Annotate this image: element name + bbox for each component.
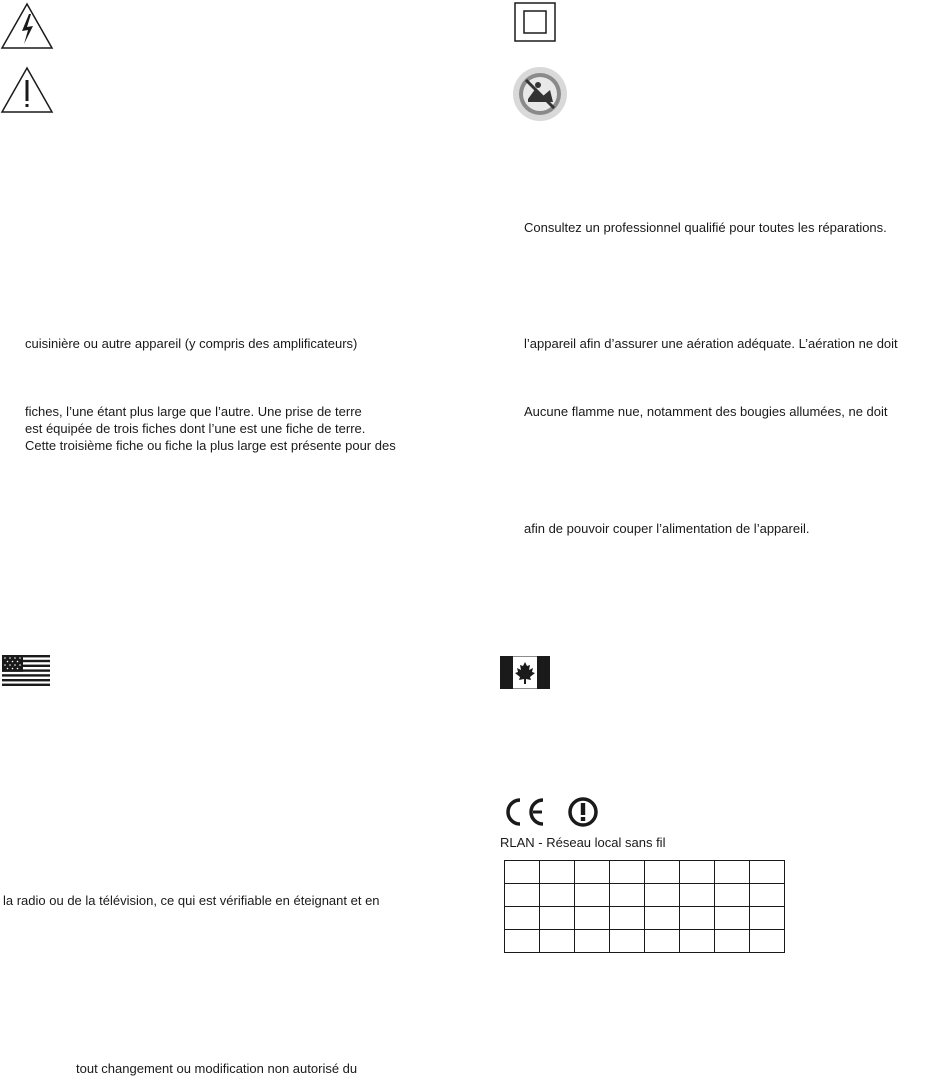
table-cell [505,930,540,953]
right-text-line: Consultez un professionnel qualifié pour toutes les réparations. [524,220,887,235]
table-row [505,907,785,930]
electric-shock-warning-icon [0,2,54,50]
left-text-line: la radio ou de la télévision, ce qui est vérifiable en éteignant et en [3,893,380,908]
table-cell [750,907,785,930]
table-cell [505,884,540,907]
table-cell [680,884,715,907]
canada-flag-icon [500,656,550,689]
table-cell [680,930,715,953]
right-text-line: l’appareil afin d’assurer une aération adéquate. L’aération ne doit [524,336,898,351]
table-cell [505,861,540,884]
country-table [504,860,785,953]
table-cell [680,907,715,930]
table-cell [645,907,680,930]
table-cell [540,884,575,907]
table-cell [715,884,750,907]
left-text-line: cuisinière ou autre appareil (y compris des amplificateurs) [25,336,358,351]
right-text-line: Aucune flamme nue, notamment des bougies allumées, ne doit [524,404,888,419]
table-cell [680,861,715,884]
left-text-line: est équipée de trois fiches dont l’une est une fiche de terre. [25,421,366,436]
table-cell [540,907,575,930]
table-cell [750,930,785,953]
table-cell [645,930,680,953]
table-row [505,884,785,907]
table-row [505,861,785,884]
rlan-label: RLAN - Réseau local sans fil [500,835,666,850]
left-text-line: fiches, l’une étant plus large que l’autre. Une prise de terre [25,404,362,419]
table-cell [610,930,645,953]
table-cell [715,861,750,884]
table-cell [505,907,540,930]
table-cell [715,907,750,930]
table-cell [715,930,750,953]
double-insulation-icon [514,2,556,42]
us-flag-icon [2,655,50,686]
no-water-exposure-icon [512,66,568,122]
table-cell [575,884,610,907]
ce-mark-icon [501,797,547,827]
table-cell [610,884,645,907]
table-cell [575,861,610,884]
table-cell [540,930,575,953]
alert-class2-icon [567,796,599,828]
table-cell [750,861,785,884]
left-text-line: Cette troisième fiche ou fiche la plus large est présente pour des [25,438,396,453]
table-cell [645,861,680,884]
table-cell [610,861,645,884]
table-cell [540,861,575,884]
table-cell [610,907,645,930]
caution-warning-icon [0,66,54,114]
table-cell [575,930,610,953]
left-text-line: tout changement ou modification non autorisé du [76,1061,358,1076]
table-cell [750,884,785,907]
right-text-line: afin de pouvoir couper l’alimentation de l’appareil. [524,521,810,536]
table-cell [645,884,680,907]
table-cell [575,907,610,930]
table-row [505,930,785,953]
